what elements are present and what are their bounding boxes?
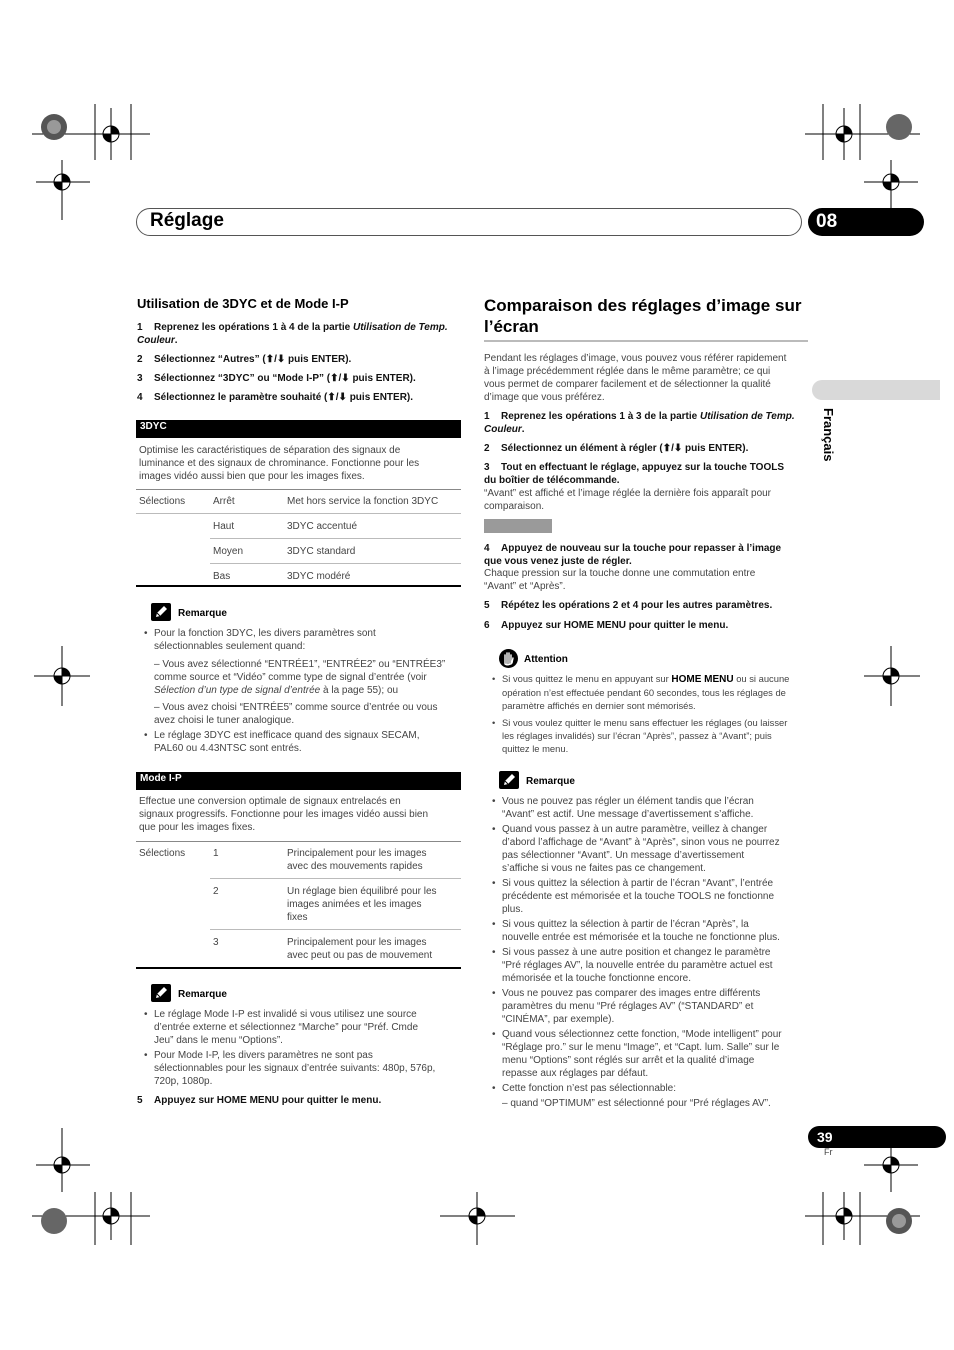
attention-list — [486, 672, 816, 757]
list-item — [138, 701, 463, 727]
table-cell-desc: 3DYC standard — [284, 539, 461, 564]
desc-line: images vidéo aussi bien que pour les images fixes. — [139, 471, 365, 482]
table-cell-option: Haut — [210, 514, 284, 539]
intro-line: vous permet de comparer facilement et de sélectionner la qualité — [484, 379, 771, 390]
right-step-4-body — [484, 567, 814, 593]
list-item — [486, 1097, 816, 1110]
list-item — [486, 795, 816, 821]
attention-title: Attention — [524, 654, 568, 665]
body-line: “Avant” est affiché et l’image réglée la dernière fois apparaît pour — [484, 488, 772, 499]
step-number: 1 — [137, 322, 143, 333]
line: à la page 55); ou — [320, 685, 399, 696]
desc-line: Optimise les caractéristiques de séparation des signaux de — [139, 445, 401, 456]
table-cell-desc — [284, 879, 461, 930]
step-number: 3 — [137, 373, 143, 384]
table-cell-option: 3 — [210, 930, 284, 968]
table-cell-option: Arrêt — [213, 496, 235, 507]
right-step-4 — [484, 542, 814, 568]
line-bold: HOME MENU — [671, 674, 734, 685]
mode-ip-bar: Mode I-P — [136, 772, 461, 790]
list-item — [486, 1028, 816, 1080]
right-step-5 — [484, 599, 772, 612]
table-row — [136, 514, 461, 539]
line: précédente est mémorisée et la touche TOOLS ne fonctionne — [502, 891, 775, 902]
list-item — [138, 729, 463, 755]
step-text: Reprenez les opérations 1 à 4 de la partie — [154, 322, 353, 333]
step-number: 5 — [484, 600, 490, 611]
list-item — [486, 987, 816, 1026]
step-text: Répétez les opérations 2 et 4 pour les autres paramètres. — [501, 600, 773, 611]
step-text: Sélectionnez le paramètre souhaité (⬆/⬇ puis ENTER). — [154, 392, 414, 403]
table-row — [136, 930, 461, 968]
line: les réglages invalidés) sur l’écran “Après”, passez à “Avant”; puis — [502, 730, 772, 741]
line: Pour la fonction 3DYC, les divers paramètres sont — [154, 628, 376, 639]
step-number: 4 — [137, 392, 143, 403]
3dyc-notes — [138, 627, 463, 757]
right-step-1 — [484, 410, 814, 436]
list-item — [486, 946, 816, 985]
desc-line: signaux progressifs. Fonctionne pour les images vidéo aussi bien — [139, 809, 429, 820]
line: Jeu” dans le menu “Options”. — [154, 1035, 283, 1046]
line: s’affiche si vous ne faites pas ce changement. — [502, 863, 706, 874]
table-row — [136, 539, 461, 564]
table-cell-desc — [284, 930, 461, 968]
body-line: Chaque pression sur la touche donne une commutation entre — [484, 568, 756, 579]
table-label: Sélections — [139, 496, 186, 507]
step-number: 2 — [484, 443, 490, 454]
line: Quand vous sélectionnez cette fonction, “Mode intelligent” pour — [502, 1029, 782, 1040]
section-header-bar — [136, 208, 802, 236]
avant-display-indicator — [484, 519, 552, 533]
3dyc-table — [136, 489, 461, 588]
left-step-4 — [137, 391, 413, 404]
intro-line: Pendant les réglages d’image, vous pouvez vous référer rapidement — [484, 353, 787, 364]
line: Si vous voulez quitter le menu sans effectuer les réglages (ou laisser — [502, 717, 788, 728]
step-text: Sélectionnez “Autres” (⬆/⬇ puis ENTER). — [154, 354, 352, 365]
line: Si vous quittez la sélection à partir de l’écran “Après”, la — [502, 919, 749, 930]
line: paramètres du menu “Pré réglages AV” (“STANDARD” et — [502, 1001, 754, 1012]
line: – Vous avez sélectionné “ENTRÉE1”, “ENTRÉE2” ou “ENTRÉE3” — [154, 659, 446, 670]
mode-ip-notes — [138, 1008, 463, 1090]
line: Le réglage Mode I-P est invalidé si vous utilisez une source — [154, 1009, 417, 1020]
chapter-number: 08 — [808, 208, 924, 236]
table-bottom-rule — [136, 967, 461, 969]
table-cell-desc: 3DYC accentué — [284, 514, 461, 539]
desc-line: luminance et des signaux de chrominance. Fonctionne pour les — [139, 458, 420, 469]
mode-ip-description — [139, 795, 461, 834]
line: comme source et “Vidéo” comme type de signal d’entrée (voir — [154, 672, 427, 683]
line: “CINÉMA”, par exemple). — [502, 1014, 615, 1025]
mode-ip-table — [136, 841, 461, 967]
step-number: 3 — [484, 462, 490, 473]
table-cell-desc: Met hors service la fonction 3DYC — [287, 496, 439, 507]
line: Vous ne pouvez pas régler un élément tandis que l’écran — [502, 796, 754, 807]
line: opération n’est effectuée pendant 60 secondes, tous les réglages de — [502, 687, 786, 698]
desc-line: Effectue une conversion optimale de signaux entrelacés en — [139, 796, 401, 807]
body-line: comparaison. — [484, 501, 545, 512]
line: ou si aucune — [733, 673, 790, 684]
table-cell-option: 1 — [213, 848, 219, 859]
line: – Vous avez choisi “ENTRÉE5” comme source d’entrée ou vous — [154, 702, 438, 713]
step-text: Sélectionnez un élément à régler (⬆/⬇ puis ENTER). — [501, 443, 749, 454]
table-label: Sélections — [139, 848, 186, 859]
attention-hand-icon — [499, 649, 518, 668]
table-cell-option: 2 — [210, 879, 284, 930]
right-step-3-body — [484, 487, 814, 513]
list-item — [486, 672, 816, 712]
table-row — [136, 841, 461, 879]
left-step-1 — [137, 321, 467, 347]
right-intro — [484, 352, 814, 404]
step-text: Appuyez de nouveau sur la touche pour repasser à l’image — [501, 543, 782, 554]
step-number: 2 — [137, 354, 143, 365]
step-italic: Utilisation de Temp. — [699, 411, 795, 422]
step-text-2: que vous venez juste de régler. — [484, 556, 632, 567]
note-title: Remarque — [526, 776, 575, 787]
line: 720p, 1080p. — [154, 1076, 213, 1087]
line-italic: Sélection d’un type de signal d’entrée — [154, 685, 321, 696]
line: d’entrée externe et sélectionnez “Marche” pour “Préf. Cmde — [154, 1022, 419, 1033]
line: Si vous quittez le menu en appuyant sur — [502, 673, 672, 684]
line: avec peut ou pas de mouvement — [287, 950, 433, 961]
right-heading — [484, 295, 801, 337]
3dyc-description — [139, 444, 461, 483]
left-step-5 — [137, 1094, 381, 1107]
right-step-2 — [484, 442, 748, 455]
desc-line: que pour les images fixes. — [139, 822, 256, 833]
step-italic-2: Couleur — [484, 424, 522, 435]
line: pas sélectionner “Avant”. Un message d’avertissement — [502, 850, 745, 861]
line: images animées et les images — [287, 899, 422, 910]
step-number: 4 — [484, 543, 490, 554]
page-number: 39 — [808, 1126, 946, 1148]
heading-line: l’écran — [484, 317, 539, 336]
line: Quand vous passez à un autre paramètre, veillez à changer — [502, 824, 768, 835]
line: Si vous quittez la sélection à partir de l’écran “Avant”, l’entrée — [502, 878, 774, 889]
line: plus. — [502, 904, 524, 915]
line: Un réglage bien équilibré pour les — [287, 886, 437, 897]
list-item — [486, 918, 816, 944]
step-after: . — [174, 335, 178, 346]
intro-line: à l’image précédemment réglée dans le même paramètre; ce qui — [484, 366, 771, 377]
line: fixes — [287, 912, 308, 923]
line: nouvelle entrée est mémorisée et la touche ne fonctionne plus. — [502, 932, 780, 943]
list-item — [486, 877, 816, 916]
list-item — [138, 627, 463, 653]
step-text: Tout en effectuant le réglage, appuyez sur la touche TOOLS — [501, 462, 785, 473]
language-label: Français — [821, 408, 836, 462]
line: PAL60 ou 4.43NTSC sont entrés. — [154, 743, 302, 754]
line: Vous ne pouvez pas comparer des images entre différents — [502, 988, 761, 999]
heading-line: Comparaison des réglages d’image sur — [484, 296, 802, 315]
line: d’abord l’affichage de “Avant” à “Après”, sinon vous ne pourrez — [502, 837, 780, 848]
line: avez choisi le tuner analogique. — [154, 715, 295, 726]
note-pencil-icon — [151, 984, 171, 1002]
line: “Pré réglages AV”, la nouvelle entrée du paramètre actuel est — [502, 960, 773, 971]
step-after: . — [521, 424, 525, 435]
step-text: Sélectionnez “3DYC” ou “Mode I-P” (⬆/⬇ puis ENTER). — [154, 373, 416, 384]
table-cell-option: Moyen — [210, 539, 284, 564]
language-label-wrap — [818, 408, 842, 468]
step-number: 6 — [484, 620, 490, 631]
note-title: Remarque — [178, 989, 227, 1000]
left-step-2 — [137, 353, 351, 366]
left-heading: Utilisation de 3DYC et de Mode I-P — [137, 296, 349, 311]
section-title: Réglage — [150, 210, 224, 231]
list-item — [138, 658, 463, 697]
line: sélectionnables pour les signaux d’entrée suivants: 480p, 576p, — [154, 1063, 436, 1074]
line: repasse aux réglages par défaut. — [502, 1068, 649, 1079]
step-italic: Utilisation de Temp. — [352, 322, 448, 333]
line: avec des mouvements rapides — [287, 861, 423, 872]
line: – quand “OPTIMUM” est sélectionné pour “Pré réglages AV”. — [502, 1098, 771, 1109]
line: mémorisée et la touche fonctionne encore. — [502, 973, 691, 984]
list-item — [486, 823, 816, 875]
step-number: 5 — [137, 1095, 143, 1106]
intro-line: d’image que vous préférez. — [484, 392, 605, 403]
table-row — [136, 489, 461, 514]
3dyc-bar: 3DYC — [136, 420, 461, 438]
step-number: 1 — [484, 411, 490, 422]
line: “Avant” est actif. Une message d’avertissement s’affiche. — [502, 809, 754, 820]
line: Pour Mode I-P, les divers paramètres ne sont pas — [154, 1050, 373, 1061]
table-row — [136, 879, 461, 930]
list-item — [486, 1082, 816, 1095]
note-pencil-icon — [151, 603, 171, 621]
table-cell-option: Bas — [210, 564, 284, 589]
step-italic-2: Couleur — [137, 335, 175, 346]
language-tab — [812, 380, 940, 400]
list-item — [486, 716, 816, 755]
line: Principalement pour les images — [287, 848, 427, 859]
right-step-6 — [484, 619, 728, 632]
line: Le réglage 3DYC est inefficace quand des signaux SECAM, — [154, 730, 420, 741]
step-text: Appuyez sur HOME MENU pour quitter le menu. — [154, 1095, 382, 1106]
right-step-3 — [484, 461, 814, 487]
step-text: Appuyez sur HOME MENU pour quitter le menu. — [501, 620, 729, 631]
list-item — [138, 1008, 463, 1047]
step-text-2: du boîtier de télécommande. — [484, 475, 620, 486]
list-item — [138, 1049, 463, 1088]
line: quittez le menu. — [502, 743, 569, 754]
line: Si vous passez à une autre position et changez le paramètre — [502, 947, 771, 958]
step-text: Reprenez les opérations 1 à 3 de la partie — [501, 411, 700, 422]
right-notes — [486, 795, 816, 1112]
heading-rule — [484, 340, 808, 342]
table-cell-desc — [284, 841, 461, 879]
line: menu “Options” sont réglés sur arrêt et la qualité d’image — [502, 1055, 755, 1066]
table-bottom-rule — [136, 585, 461, 587]
page-language: Fr — [824, 1147, 833, 1157]
note-pencil-icon — [499, 771, 519, 789]
line: Cette fonction n’est pas sélectionnable: — [502, 1083, 676, 1094]
line: Principalement pour les images — [287, 937, 427, 948]
note-title: Remarque — [178, 608, 227, 619]
line: sélectionnables seulement quand: — [154, 641, 306, 652]
line: paramètre affichés en dernier sont mémorisés. — [502, 700, 696, 711]
line: “Réglage pro.” sur le menu “Image”, et “Capt. lum. Salle” sur le — [502, 1042, 780, 1053]
left-step-3 — [137, 372, 416, 385]
table-cell-desc: 3DYC modéré — [284, 564, 461, 589]
body-line: “Avant” et “Après”. — [484, 581, 566, 592]
